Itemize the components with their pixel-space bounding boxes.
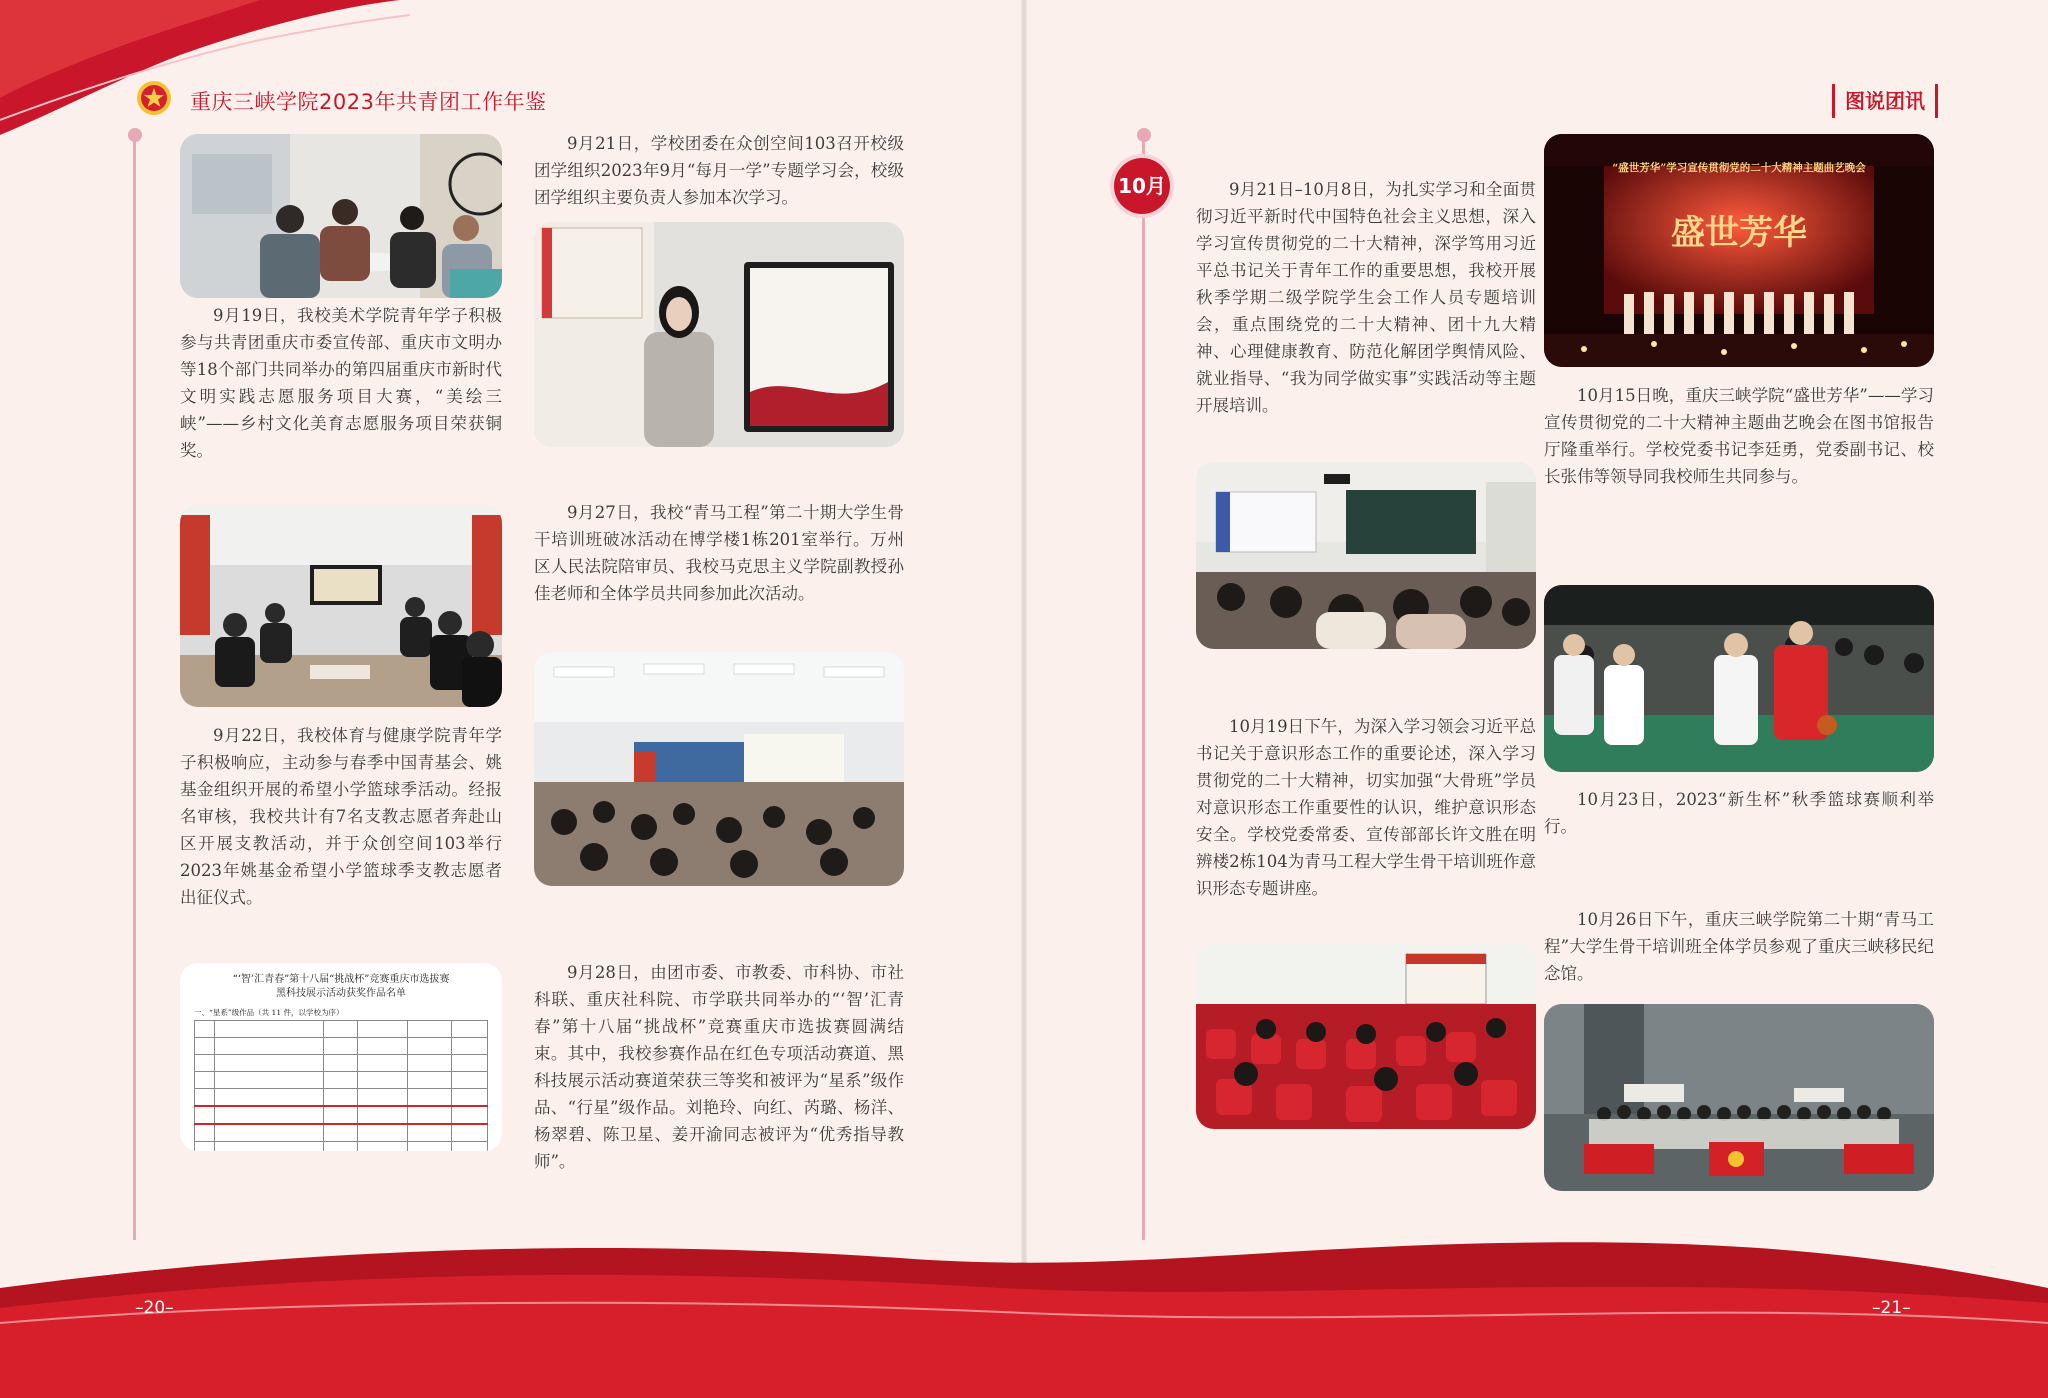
section-tag: 图说团讯 <box>1832 84 1938 118</box>
photo-ideology-lecture <box>1196 944 1536 1129</box>
gala-banner: “盛世芳华”学习宣传贯彻党的二十大精神主题曲艺晚会 <box>1612 162 1866 174</box>
photo-qingma-icebreak <box>534 652 904 886</box>
timeline-dot <box>128 128 142 142</box>
event-sep19-text: 9月19日，我校美术学院青年学子积极参与共青团重庆市委宣传部、重庆市文明办等18个部门共同举办的第四届重庆市新时代文明实践志愿服务项目大赛，“美绘三峡”——乡村文化美育志愿服务项目荣获铜奖。 <box>180 306 502 460</box>
event-oct26-text: 10月26日下午，重庆三峡学院第二十期“青马工程”大学生骨干培训班全体学员参观了重庆三峡移民纪念馆。 <box>1544 910 1934 983</box>
photo-study-session <box>534 222 904 447</box>
photo-basketball-game <box>1544 585 1934 772</box>
event-sep27-text: 9月27日，我校“青马工程”第二十期大学生骨干培训班破冰活动在博学楼1栋201室举行。万州区人民法院陪审员、我校马克思主义学院副教授孙佳老师和全体学员共同参加此次活动。 <box>534 503 904 603</box>
timeline-dot <box>1137 128 1151 142</box>
event-oct15-text: 10月15日晚，重庆三峡学院“盛世芳华”——学习宣传贯彻党的二十大精神主题曲艺晚会在图书馆报告厅隆重举行。学校党委书记李廷勇，党委副书记、校长张伟等领导同我校师生共同参与。 <box>1544 386 1934 486</box>
award-list-title: “‘智’汇青春”第十八届“挑战杯”竞赛重庆市选拔赛 黑科技展示活动获奖作品名单 <box>232 974 450 999</box>
photo-gala-stage <box>1544 134 1934 367</box>
photo-volunteer-ceremony <box>180 505 502 707</box>
photo-memorial-visit <box>1544 1004 1934 1191</box>
right-page <box>1024 0 2048 1398</box>
book-spine <box>1021 0 1027 1398</box>
timeline-line <box>133 135 136 1240</box>
ribbon-decoration <box>0 0 420 140</box>
timeline-line <box>1142 135 1145 1240</box>
yearbook-title: 重庆三峡学院2023年共青团工作年鉴 <box>190 90 547 114</box>
event-sep21-oct8-text: 9月21日–10月8日，为扎实学习和全面贯彻习近平新时代中国特色社会主义思想，深入学习宣传贯彻党的二十大精神，深学笃用习近平总书记关于青年工作的重要思想，我校开展秋季学期二级学院学生会工作人员专题培训会，重点围绕党的二十大精神、团十九大精神、心理健康教育、防范化解团学舆情风险、就业指导、“我为同学做实事”实践活动等主题开展培训。 <box>1196 180 1536 415</box>
month-badge-october: 10月 <box>1114 158 1170 214</box>
event-sep28-text: 9月28日，由团市委、市教委、市科协、市社科联、重庆社科院、市学联共同举办的“‘智’汇青春”第十八届“挑战杯”竞赛重庆市选拔赛圆满结束。其中，我校参赛作品在红色专项活动赛道、黑科技展示活动赛道荣获三等奖和被评为“星系”级作品、“行星”级作品。刘艳玲、向红、芮璐、杨洋、杨翠碧、陈卫星、姜开渝同志被评为“优秀指导教师”。 <box>534 963 904 1171</box>
award-list-subtitle: 一、“星系”级作品（共 11 件，以学校为序） <box>194 1008 344 1017</box>
event-oct23-text: 10月23日，2023“新生杯”秋季篮球赛顺利举行。 <box>1544 790 1934 836</box>
page-number-right-label: –21– <box>1872 1298 1911 1318</box>
bottom-wave-decoration <box>0 1228 2048 1398</box>
award-list-document <box>180 963 502 1151</box>
page-number-left-label: –20– <box>135 1298 174 1318</box>
award-list-table <box>194 1020 488 1151</box>
event-sep22-text: 9月22日，我校体育与健康学院青年学子积极响应，主动参与春季中国青基会、姚基金组织开展的希望小学篮球季活动。经报名审核，我校共计有7名支教志愿者奔赴山区开展支教活动，并于众创空间103举行2023年姚基金希望小学篮球季支教志愿者出征仪式。 <box>180 726 502 907</box>
photo-training-session <box>1196 462 1536 649</box>
photo-art-students <box>180 134 502 298</box>
event-oct19-text: 10月19日下午，为深入学习领会习近平总书记关于意识形态工作的重要论述，深入学习贯彻党的二十大精神，切实加强“大骨班”学员对意识形态工作重要性的认识，维护意识形态安全。学校党委常委、宣传部部长许文胜在明辨楼2栋104为青马工程大学生骨干培训班作意识形态专题讲座。 <box>1196 717 1536 898</box>
youth-league-emblem-icon <box>136 80 172 116</box>
gala-big-title: 盛世芳华 <box>1671 213 1807 253</box>
event-sep21-text: 9月21日，学校团委在众创空间103召开校级团学组织2023年9月“每月一学”专题学习会，校级团学组织主要负责人参加本次学习。 <box>534 134 904 207</box>
